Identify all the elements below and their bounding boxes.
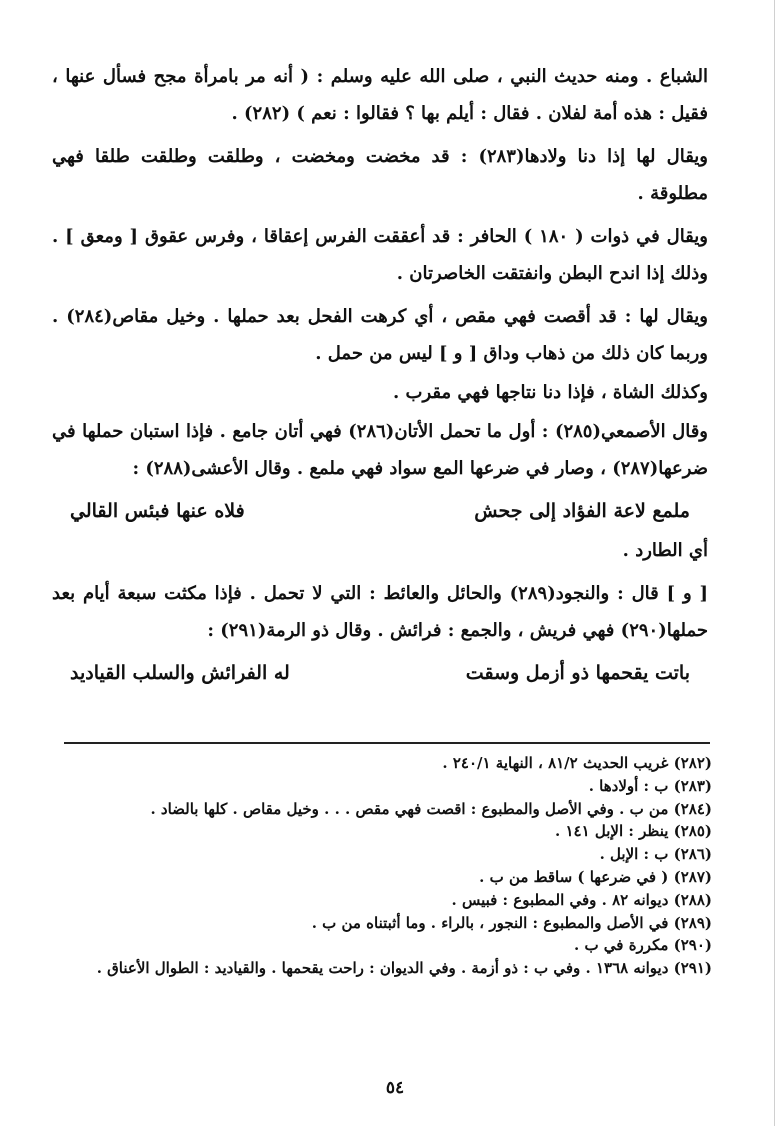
footnote-285: (٢٨٥) ينظر : الإبل ١٤١ .	[555, 822, 712, 841]
paragraph-5: وكذلك الشاة ، فإذا دنا نتاجها فهي مقرب .	[392, 382, 708, 403]
verse-2-first-hemistich: باتت يقحمها ذو أزمل وسقت	[465, 662, 690, 684]
footnote-290: (٢٩٠) مكررة في ب .	[574, 936, 712, 955]
footnote-283: (٢٨٣) ب : أولادها .	[588, 776, 712, 795]
verse-1	[52, 489, 708, 533]
footnote-287: (٢٨٧) ( في ضرعها ) ساقط من ب .	[479, 867, 712, 886]
verse-2	[52, 651, 708, 695]
paragraph-7: [ و ] قال : والنجود(٢٨٩) والحائل والعائط : التي لا تحمل . فإذا مكثت سبعة أيام بعد حملها(٢٩٠) فهي فريش ، والجمع : فرائش . وقال ذو الرمة(٢٩١) :	[52, 583, 708, 641]
paragraph-1: الشباع . ومنه حديث النبي ، صلى الله عليه وسلم : ( أنه مر بامرأة مجح فسأل عنها ، فقيل : هذه أمة لفلان . فقال : أيلم بها ؟ فقالوا : نعم ) (٢٨٢) .	[52, 66, 708, 124]
gloss-line: أي الطارد .	[622, 540, 708, 561]
paragraph-2: ويقال لها إذا دنا ولادها(٢٨٣) : قد مخضت ومخضت ، وطلقت وطلقت طلقا فهي مطلوقة .	[52, 146, 708, 204]
footnote-286: (٢٨٦) ب : الإبل .	[599, 845, 712, 864]
verse-1-first-hemistich: ملمع لاعة الفؤاد إلى جحش	[474, 500, 690, 522]
footnote-divider	[64, 742, 710, 744]
paragraph-4: ويقال لها : قد أقصت فهي مقص ، أي كرهت الفحل بعد حملها . وخيل مقاص(٢٨٤) . وربما كان ذلك من ذهاب وداق [ و ] ليس من حمل .	[52, 306, 708, 364]
page-number: ٥٤	[385, 1078, 405, 1098]
footnotes	[62, 752, 712, 980]
footnote-289: (٢٨٩) في الأصل والمطبوع : النجور ، بالراء . وما أثبتناه من ب .	[311, 913, 712, 932]
verse-2-second-hemistich: له الفرائش والسلب القياديد	[70, 662, 290, 684]
paragraph-3: ويقال في ذوات ( ١٨٠ ) الحافر : قد أعققت الفرس إعقاقا ، وفرس عقوق [ ومعق ] . وذلك إذا اندح البطن وانفتقت الخاصرتان .	[52, 226, 708, 284]
footnote-282: (٢٨٢) غريب الحديث ٨١/٢ ، النهاية ٢٤٠/١ .	[442, 754, 712, 772]
footnote-284: (٢٨٤) من ب . وفي الأصل والمطبوع : اقصت فهي مقص . . . وخيل مقاص . كلها بالضاد .	[150, 799, 712, 818]
page-edge-line	[774, 0, 775, 1126]
footnote-291: (٢٩١) ديوانه ١٣٦٨ . وفي ب : ذو أزمة . وفي الديوان : راحت يقحمها . والقياديد : الطوال الأعناق .	[96, 959, 712, 978]
footnote-288: (٢٨٨) ديوانه ٨٢ . وفي المطبوع : فبيس .	[451, 890, 712, 909]
verse-1-second-hemistich: فلاه عنها فبئس القالي	[70, 500, 245, 522]
paragraph-6: وقال الأصمعي(٢٨٥) : أول ما تحمل الأتان(٢٨٦) فهي أتان جامع . فإذا استبان حملها في ضرعها(٢٨٧) ، وصار في ضرعها المع سواد فهي ملمع . وقال الأعشى(٢٨٨) :	[52, 421, 708, 479]
main-text	[52, 58, 708, 695]
